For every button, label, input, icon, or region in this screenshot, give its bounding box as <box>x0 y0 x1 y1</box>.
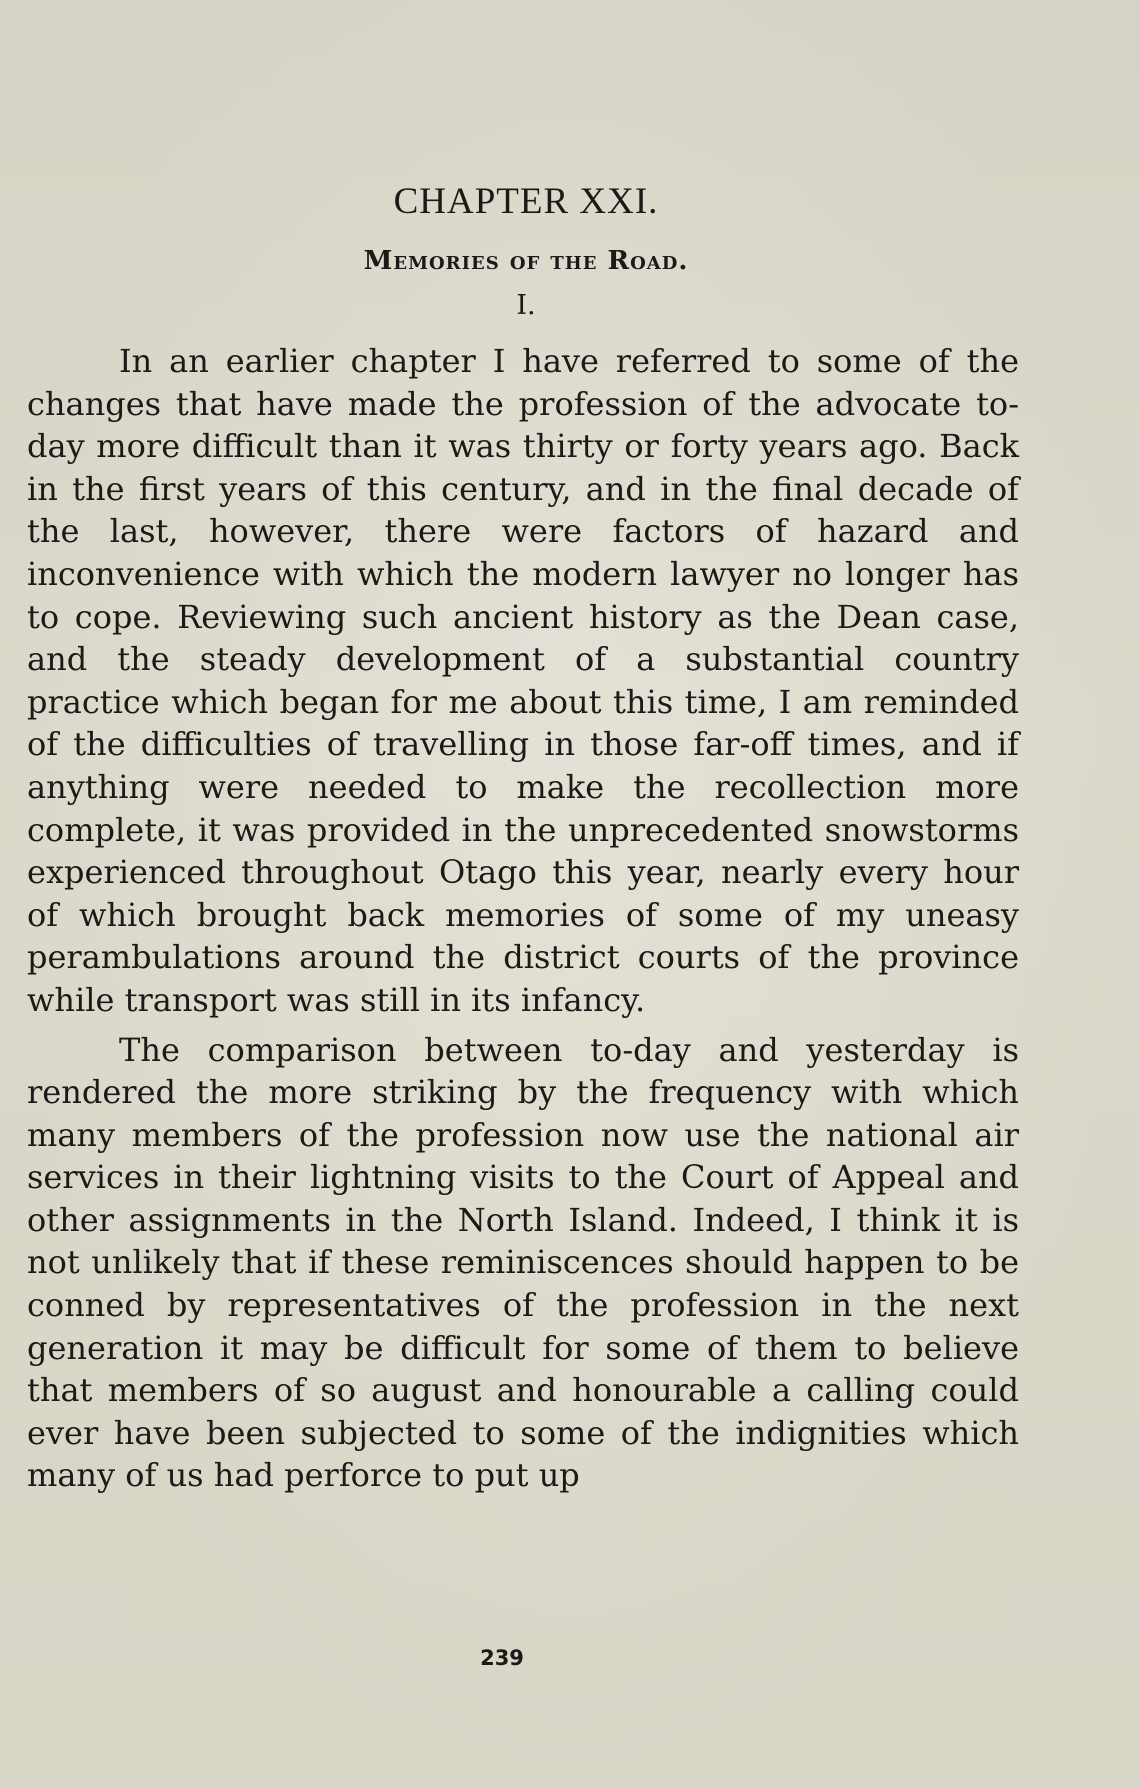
paragraph-1: In an earlier chapter I have referred to some of the changes that have made the profession of the advocate to-day more difficult than it was thirty or forty years ago. Back in the first years of this century, and in the final decade of the last, however, there were factors of hazard and inconvenience with which the modern lawyer no longer has to cope. Reviewing such ancient history as the Dean case, and the steady development of a substantial country practice which began for me about this time, I am reminded of the difficulties of travelling in those far-off times, and if anything were needed to make the recollection more complete, it was provided in the unprecedented snowstorms experienced throughout Otago this year, nearly every hour of which brought back memories of some of my uneasy perambulations around the district courts of the province while transport was still in its infancy. <box>27 342 1019 1019</box>
page-number: 239 <box>480 1646 524 1670</box>
body-text <box>27 340 1019 1497</box>
section-number: I. <box>516 290 536 321</box>
chapter-title: CHAPTER XXI. <box>393 181 659 222</box>
paragraph-2: The comparison between to-day and yesterday is rendered the more striking by the frequency with which many members of the profession now use the national air services in their lightning visits to the Court of Appeal and other assignments in the North Island. Indeed, I think it is not unlikely that if these reminiscences should happen to be conned by representatives of the profession in the next generation it may be difficult for some of them to believe that members of so august and honourable a calling could ever have been subjected to some of the indignities which many of us had perforce to put up <box>27 1030 1019 1495</box>
section-title: Memories of the Road. <box>363 246 689 276</box>
